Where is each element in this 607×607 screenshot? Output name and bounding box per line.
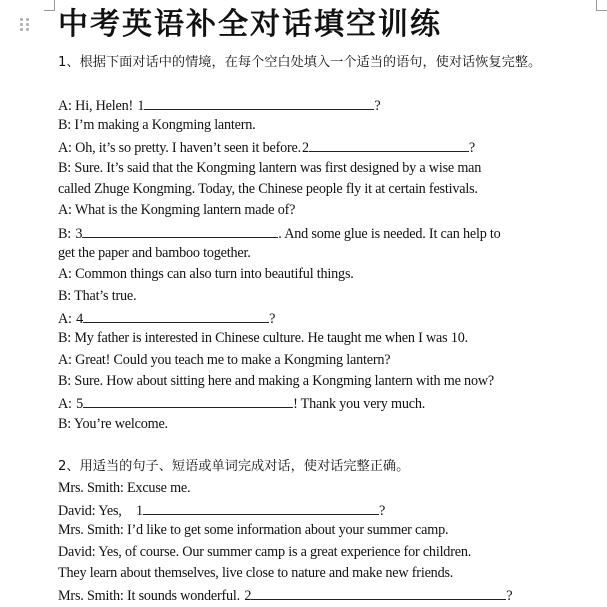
dialogue-line: [58, 288, 136, 305]
dialogue-line: [58, 480, 190, 497]
speaker: A:: [58, 98, 72, 114]
dialogue-line: [58, 96, 380, 115]
dialogue-line: [58, 181, 478, 198]
dialogue-line: [58, 245, 251, 262]
answer-blank[interactable]: [309, 138, 469, 152]
speaker: B:: [58, 416, 72, 432]
speaker: B:: [58, 160, 72, 176]
line-text: They learn about themselves, live close to nature and make new friends.: [58, 565, 454, 581]
line-text: Hi, Helen!: [75, 98, 134, 114]
speaker: B:: [58, 117, 72, 133]
section-2-instruction: 2、用适当的句子、短语或单词完成对话，使对话完整正确。: [58, 459, 410, 474]
speaker: B:: [58, 330, 72, 346]
speaker: A:: [58, 140, 72, 156]
dialogue-line: [58, 266, 354, 283]
line-text: Oh, it’s so pretty. I haven’t seen it before.: [75, 140, 301, 156]
answer-blank[interactable]: [251, 586, 506, 600]
dialogue-line: [58, 138, 475, 157]
dialogue-line: [58, 352, 390, 369]
dialogue-line: [58, 565, 453, 582]
speaker: B:: [58, 373, 72, 389]
speaker: Mrs. Smith:: [58, 480, 124, 496]
dialogue-line: [58, 330, 468, 347]
dialogue-line: [58, 373, 494, 390]
blank-number: 2: [301, 140, 309, 156]
dialogue-line: [58, 224, 501, 243]
speaker: Mrs. Smith:: [58, 588, 124, 604]
section-1-instruction: 1、根据下面对话中的情境，在每个空白处填入一个适当的语句，使对话恢复完整。: [58, 55, 542, 70]
line-text: Great! Could you teach me to make a Kongming lantern?: [75, 352, 391, 368]
line-suffix: . And some glue is needed. It can help to: [278, 226, 501, 242]
speaker: David:: [58, 544, 96, 560]
speaker: B:: [58, 288, 72, 304]
answer-blank[interactable]: [82, 224, 278, 238]
blank-number: 1: [137, 98, 145, 114]
speaker: David:: [58, 503, 96, 519]
dialogue-line: [58, 416, 168, 433]
blank-number: 3: [75, 226, 83, 242]
dialogue-line: [58, 394, 425, 413]
speaker: B:: [58, 226, 72, 242]
line-text: Sure. It’s said that the Kongming lantern was first designed by a wise man: [74, 160, 482, 176]
line-suffix: ! Thank you very much.: [293, 396, 426, 412]
dialogue-line: [58, 160, 481, 177]
speaker: A:: [58, 311, 72, 327]
speaker: A:: [58, 266, 72, 282]
speaker: Mrs. Smith:: [58, 522, 124, 538]
dialogue-line: [58, 544, 471, 561]
page-title: 中考英语补全对话填空训练: [58, 7, 442, 42]
crop-mark-right: [596, 0, 607, 11]
line-text: called Zhuge Kongming. Today, the Chinese people fly it at certain festivals.: [58, 181, 478, 197]
line-suffix: ?: [378, 503, 386, 519]
line-text: Common things can also turn into beautiful things.: [75, 266, 354, 282]
line-text: You’re welcome.: [73, 416, 168, 432]
answer-blank[interactable]: [83, 394, 293, 408]
dialogue-line: [58, 522, 448, 539]
line-text: What is the Kongming lantern made of?: [74, 202, 296, 218]
line-text: That’s true.: [74, 288, 137, 304]
line-suffix: ?: [506, 588, 513, 604]
dialogue-line: [58, 117, 256, 134]
drag-handle-icon[interactable]: [20, 18, 32, 32]
blank-number: 5: [76, 396, 84, 412]
line-text: Sure. How about sitting here and making a Kongming lantern with me now?: [74, 373, 494, 389]
blank-number: 4: [76, 311, 84, 327]
line-suffix: ?: [269, 311, 276, 327]
line-text: I’m making a Kongming lantern.: [74, 117, 256, 133]
blank-number: 1: [136, 503, 143, 519]
line-suffix: ?: [468, 140, 475, 156]
dialogue-line: [58, 309, 275, 328]
line-text: Excuse me.: [126, 480, 191, 496]
crop-mark-left: [44, 0, 55, 11]
answer-blank[interactable]: [143, 501, 379, 515]
line-text: My father is interested in Chinese culture. He taught me when I was 10.: [74, 330, 468, 346]
dialogue-line: [58, 586, 512, 605]
dialogue-line: [58, 501, 385, 520]
line-suffix: ?: [374, 98, 381, 114]
line-text: Yes,: [98, 503, 122, 519]
speaker: A:: [58, 396, 72, 412]
answer-blank[interactable]: [144, 96, 374, 110]
dialogue-line: [58, 202, 295, 219]
line-text: It sounds wonderful.: [126, 588, 241, 604]
answer-blank[interactable]: [83, 309, 269, 323]
speaker: A:: [58, 352, 72, 368]
line-text: Yes, of course. Our summer camp is a great experience for children.: [98, 544, 472, 560]
speaker: A:: [58, 202, 72, 218]
line-text: I’d like to get some information about your summer camp.: [126, 522, 449, 538]
blank-number: 2: [244, 588, 252, 604]
line-text: get the paper and bamboo together.: [58, 245, 251, 261]
